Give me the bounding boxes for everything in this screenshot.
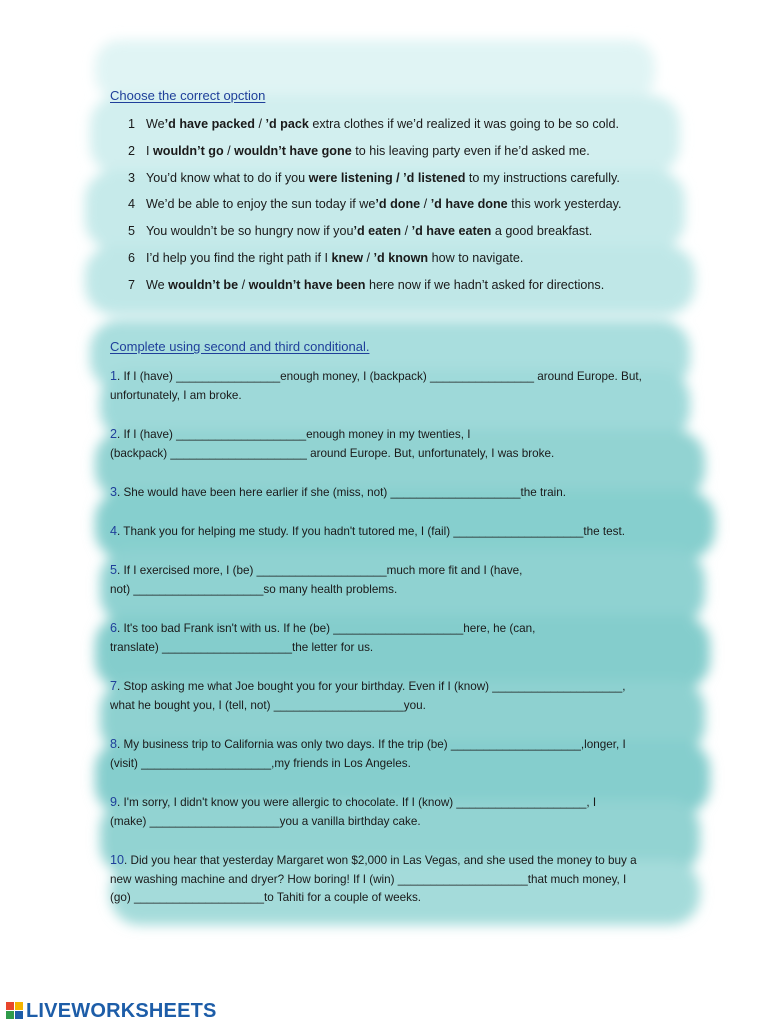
exercise-2[interactable]: 2. If I (have) ____________________enough money in my twenties, I (backpack) _____________________ around Europe. But, unfortunately, I was broke. xyxy=(110,427,555,460)
option-item: 7 We wouldn’t be / wouldn’t have been here now if we hadn’t asked for directions. xyxy=(128,277,605,292)
option-item: 4 We’d be able to enjoy the sun today if we’d done / ’d have done this work yesterday. xyxy=(128,197,622,212)
exercise-5[interactable]: 5. If I exercised more, I (be) ____________________much more fit and I (have, not) ____________________so many health problems. xyxy=(110,563,523,596)
footer-logo[interactable] xyxy=(6,998,217,1024)
option-item: 3 You’d know what to do if you were listening / ’d listened to my instructions carefully. xyxy=(128,170,620,185)
option-item: 5 You wouldn’t be so hungry now if you’d eaten / ’d have eaten a good breakfast. xyxy=(128,224,593,239)
option-item: 2 I wouldn’t go / wouldn’t have gone to his leaving party even if he’d asked me. xyxy=(128,143,590,158)
exercise-6[interactable]: 6. It's too bad Frank isn't with us. If he (be) ____________________here, he (can, translate) ____________________the letter for us. xyxy=(110,621,536,654)
exercise-7[interactable]: 7. Stop asking me what Joe bought you for your birthday. Even if I (know) ____________________, what he bought you, I (tell, not) ____________________you. xyxy=(110,679,626,712)
option-list xyxy=(128,116,728,304)
exercise-10[interactable]: 10. Did you hear that yesterday Margaret won $2,000 in Las Vegas, and she used the money to buy a new washing machine and dryer? How boring! If I (win) ____________________that much money, I (go) ____________________to Tahiti for a couple of weeks. xyxy=(110,853,637,904)
section2-heading: Complete using second and third conditional. xyxy=(110,339,370,354)
option-item: 6 I’d help you find the right path if I knew / ’d known how to navigate. xyxy=(128,250,524,265)
section1-heading: Choose the correct opction xyxy=(110,88,266,103)
liveworksheets-logo-icon xyxy=(6,1002,24,1020)
exercise-9[interactable]: 9. I'm sorry, I didn't know you were allergic to chocolate. If I (know) ____________________, I (make) ____________________you a vanilla birthday cake. xyxy=(110,795,597,828)
exercise-4[interactable]: 4. Thank you for helping me study. If you hadn't tutored me, I (fail) ____________________the test. xyxy=(110,524,625,538)
exercise-1[interactable]: 1. If I (have) ________________enough money, I (backpack) ________________ around Europe. But, unfortunately, I am broke. xyxy=(110,369,642,402)
exercise-8[interactable]: 8. My business trip to California was only two days. If the trip (be) ____________________,longer, I (visit) ____________________,my friends in Los Angeles. xyxy=(110,737,626,770)
option-item: 1 We’d have packed / ’d pack extra clothes if we’d realized it was going to be so cold. xyxy=(128,117,619,131)
brand-name: LIVEWORKSHEETS xyxy=(26,999,217,1022)
exercise-3[interactable]: 3. She would have been here earlier if she (miss, not) ____________________the train. xyxy=(110,485,566,499)
